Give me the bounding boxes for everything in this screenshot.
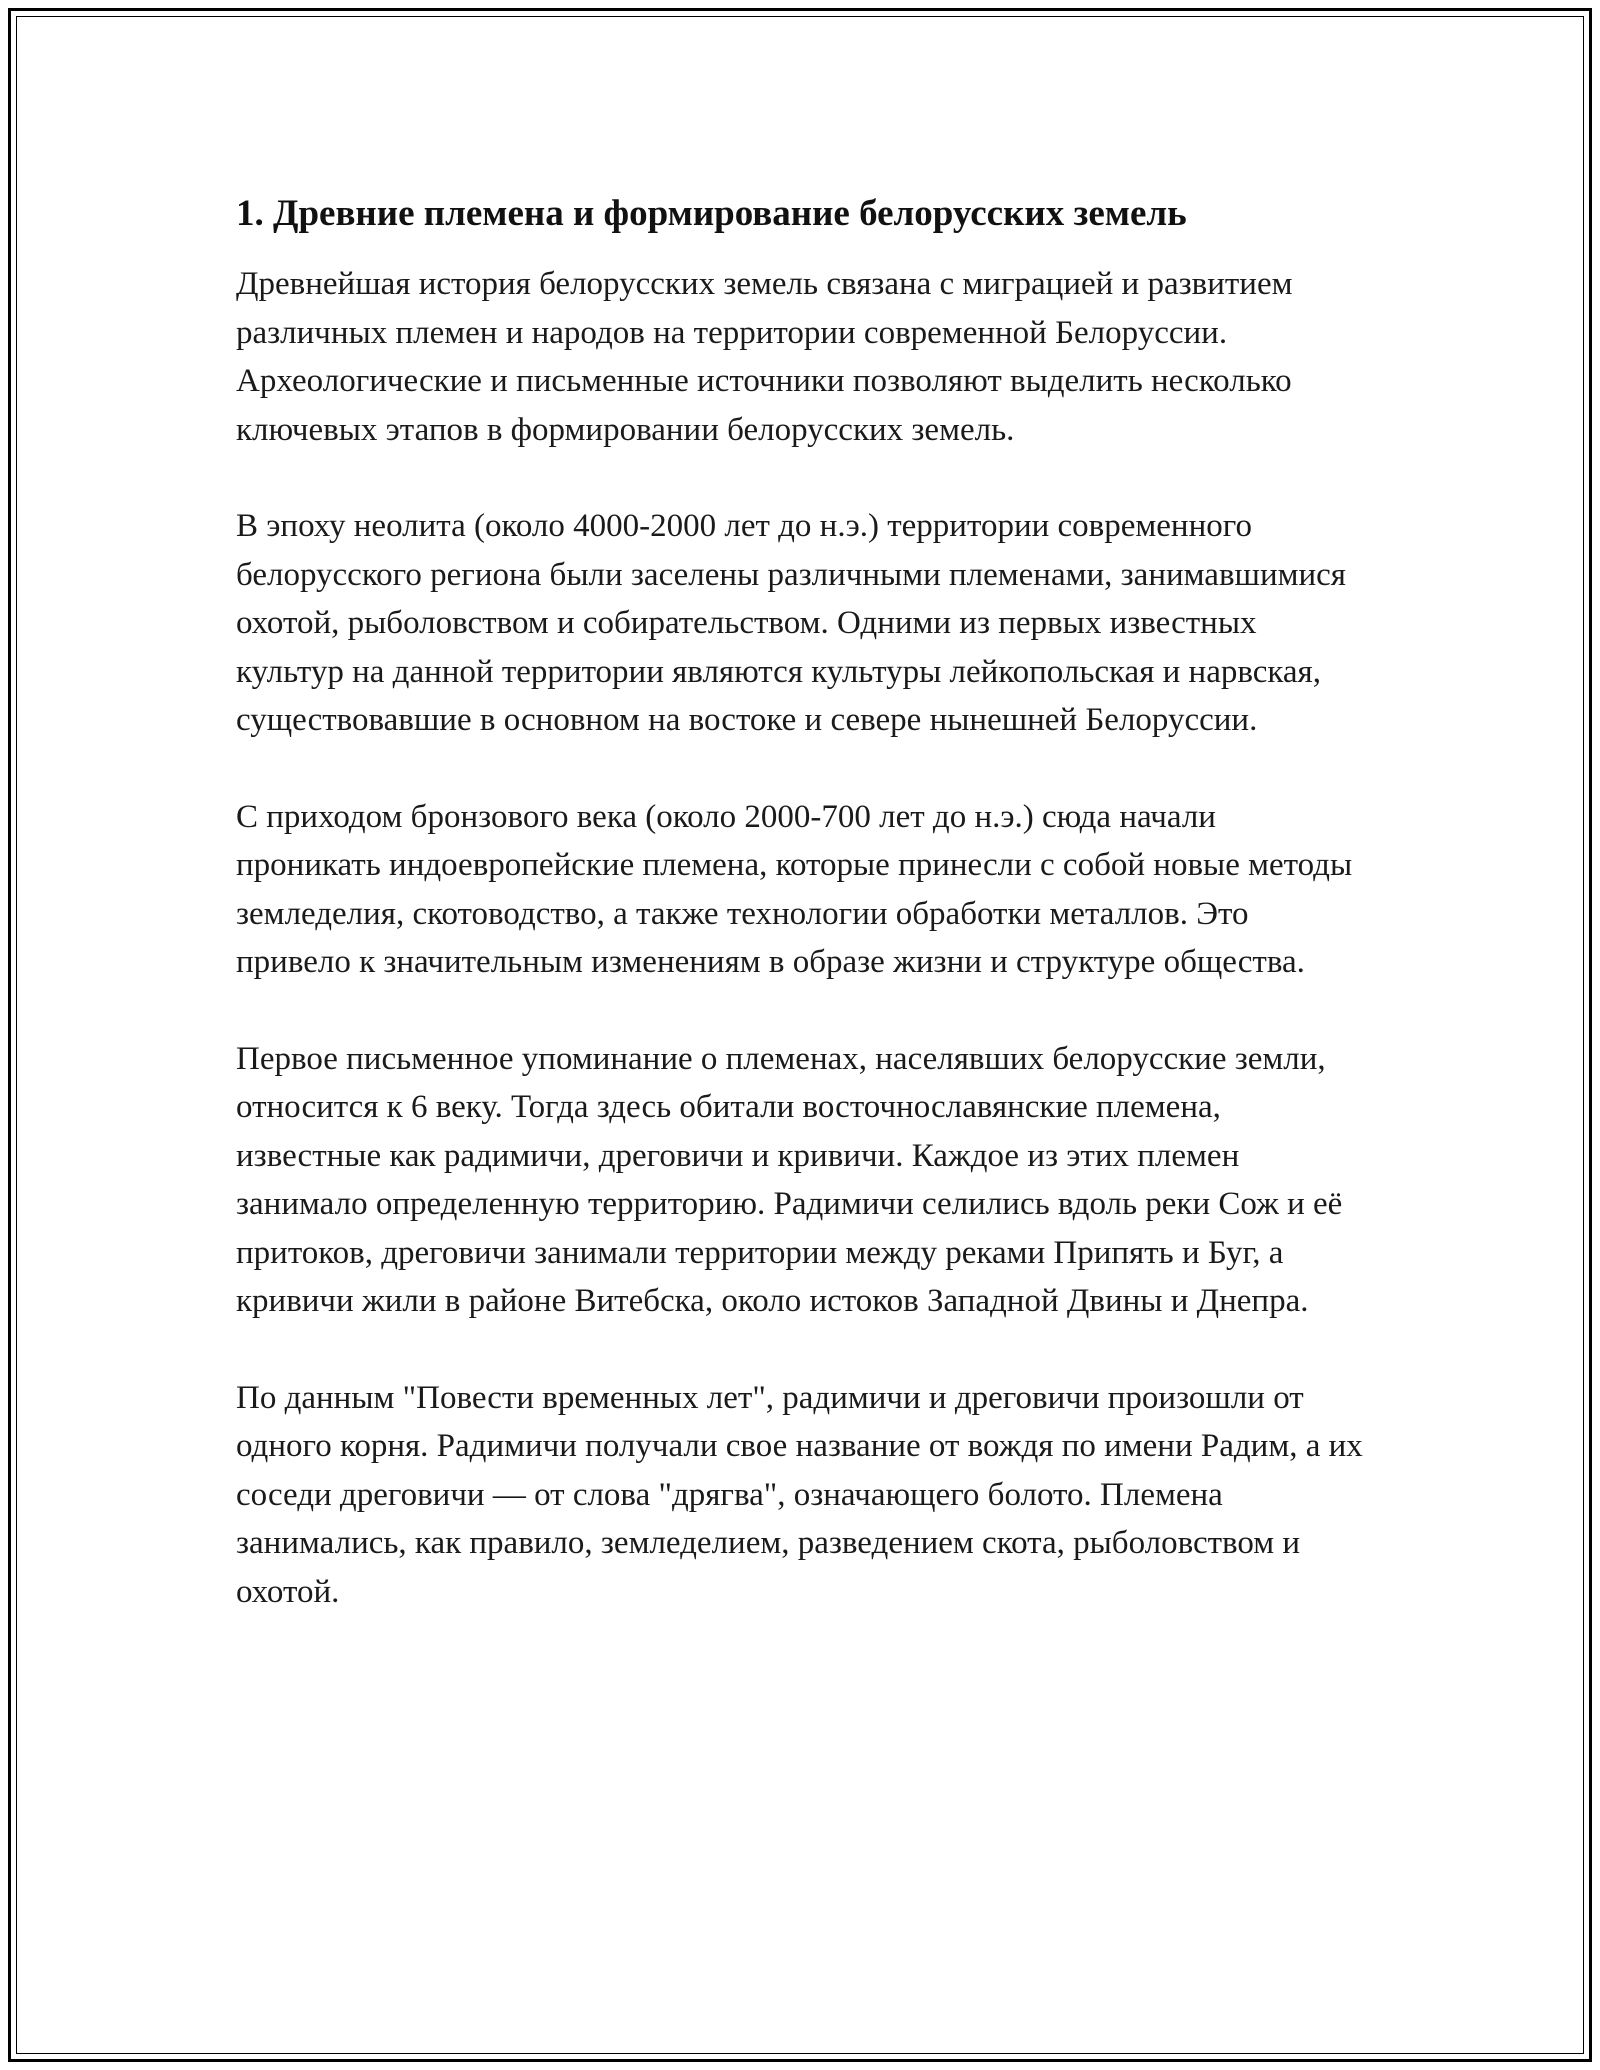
paragraph-1: Древнейшая история белорусских земель связана с миграцией и развитием различных племен и народов на территории современной Белоруссии. Археологические и письменные источники позволяют выделить несколько ключевых этапов в формировании белорусских земель. — [236, 266, 1293, 448]
document-body — [236, 188, 1366, 1664]
paragraph-2: В эпоху неолита (около 4000-2000 лет до н.э.) территории современного белорусского региона были заселены различными племенами, занимавшимися охотой, рыболовством и собирательством. Одними из первых известных культур на данной территории являются культуры лейкопольская и нарвская, существовавшие в основном на востоке и севере нынешней Белоруссии. — [236, 508, 1346, 738]
paragraph-5: По данным "Повести временных лет", радимичи и дреговичи произошли от одного корня. Радимичи получали свое название от вождя по имени Радим, а их соседи дреговичи — от слова "дрягва", означающего болото. Племена занимались, как правило, земледелием, разведением скота, рыболовством и охотой. — [236, 1379, 1363, 1610]
section-title: 1. Древние племена и формирование белорусских земель — [236, 193, 1187, 234]
paragraph-4: Первое письменное упоминание о племенах, населявших белорусские земли, относится к 6 веку. Тогда здесь обитали восточнославянские племена, известные как радимичи, дреговичи и кривичи. Каждое из этих племен занимало определенную территорию. Радимичи селились вдоль реки Сож и её притоков, дреговичи занимали территории между реками Припять и Буг, а кривичи жили в районе Витебска, около истоков Западной Двины и Днепра. — [236, 1040, 1343, 1319]
paragraph-3: С приходом бронзового века (около 2000-700 лет до н.э.) сюда начали проникать индоевропейские племена, которые принесли с собой новые методы земледелия, скотоводство, а также технологии обработки металлов. Это привело к значительным изменениям в образе жизни и структуре общества. — [236, 798, 1353, 980]
